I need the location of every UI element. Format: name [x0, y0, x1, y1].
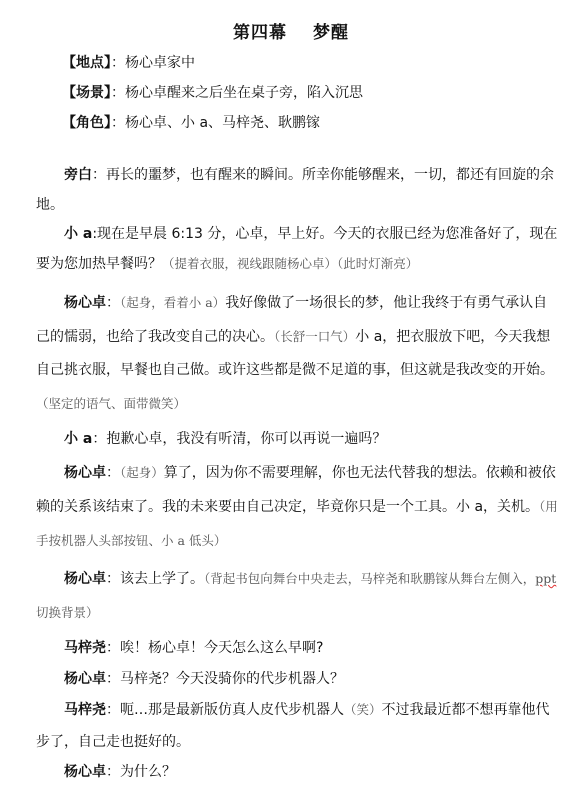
line-text: 算了，因为你不需要理解，你也无法代替我的想法。依赖和被依赖的关系该结束了。我的未来要由自己决定，毕竟你只是一个工具。小 a，关机。 [36, 465, 556, 515]
stage-direction: （提着衣服，视线跟随杨心卓）（此时灯渐亮） [162, 256, 419, 271]
stage-direction: （长舒一口气） [274, 329, 356, 344]
meta-label: 【场景】 [62, 85, 111, 101]
speaker: 杨心卓 [64, 671, 106, 687]
line-text: :现在是早晨 6:13 分，心卓，早上好。今天的衣服已经为您准备好了，现在要为您加热早餐吗？ [36, 226, 558, 272]
line-text: ： [106, 295, 120, 311]
dialogue-line [36, 219, 558, 279]
line-text: 小 a，把衣服放下吧，今天我想自己挑衣服，早餐也自己做。或许这些都是微不足道的事，但这就是我改变的开始。 [36, 329, 554, 378]
meta-value: ：杨心卓醒来之后坐在桌子旁，陷入沉思 [111, 85, 363, 101]
line-text: ：唉！杨心卓！今天怎么这么早啊? [106, 640, 324, 656]
line-text: 不过我最近都不想再靠他代步了，自己走也挺好的。 [36, 702, 550, 750]
dialogue-line [36, 664, 558, 694]
meta-value: ：杨心卓家中 [111, 55, 195, 71]
dialogue-line [36, 757, 558, 787]
dialogue-line [36, 456, 558, 558]
act-number: 第四幕 [233, 23, 287, 43]
line-text: ：再长的噩梦，也有醒来的瞬间。所幸你能够醒来，一切，都还有回旋的余地。 [36, 167, 554, 213]
dialogue-line [36, 562, 558, 630]
speaker: 马梓尧 [64, 702, 106, 718]
line-text: 我好像做了一场很长的梦，他让我终于有勇气承认自己的懦弱，也给了我改变自己的决心。 [36, 295, 548, 345]
dialogue-line [36, 694, 558, 758]
stage-direction: （坚定的语气、面带微笑） [36, 396, 187, 411]
speaker: 小 a [64, 226, 93, 242]
speaker: 马梓尧 [64, 640, 106, 656]
stage-direction: 切换背景） [36, 605, 99, 620]
meta-label: 【角色】 [62, 115, 111, 131]
meta-value: ：杨心卓、小 a、马梓尧、耿鹏镓 [111, 115, 321, 131]
stage-direction: （起身，看着小 a） [120, 295, 226, 310]
speaker: 小 a [64, 431, 93, 447]
dialogue-line [36, 633, 558, 663]
speaker: 杨心卓 [64, 295, 106, 311]
line-text: ：呃…那是最新版仿真人皮代步机器人 [106, 702, 344, 718]
speaker: 杨心卓 [64, 465, 106, 481]
dialogue-line [36, 160, 558, 220]
act-name: 梦醒 [313, 23, 349, 43]
meta-roles [62, 112, 320, 132]
stage-direction: （用手按机器人头部按钮、小 a 低头） [36, 499, 558, 548]
meta-scene [62, 82, 363, 102]
speaker: 杨心卓 [64, 764, 106, 780]
speaker: 旁白 [64, 167, 92, 183]
line-text: ：为什么？ [106, 764, 176, 780]
stage-direction: （起身） [120, 465, 164, 480]
stage-direction: （笑） [344, 702, 382, 717]
line-text: ：该去上学了。 [106, 571, 204, 587]
line-text: ： [106, 465, 120, 481]
stage-direction: ppt [535, 571, 557, 586]
stage-direction: （背起书包向舞台中央走去，马梓尧和耿鹏镓从舞台左侧入， [204, 571, 536, 586]
page-title [0, 18, 582, 43]
meta-location [62, 52, 195, 72]
dialogue-line [36, 424, 558, 454]
line-text: ：抱歉心卓，我没有听清，你可以再说一遍吗？ [92, 431, 387, 447]
speaker: 杨心卓 [64, 571, 106, 587]
meta-label: 【地点】 [62, 55, 111, 71]
dialogue-line [36, 286, 558, 421]
line-text: ：马梓尧？今天没骑你的代步机器人？ [106, 671, 344, 687]
